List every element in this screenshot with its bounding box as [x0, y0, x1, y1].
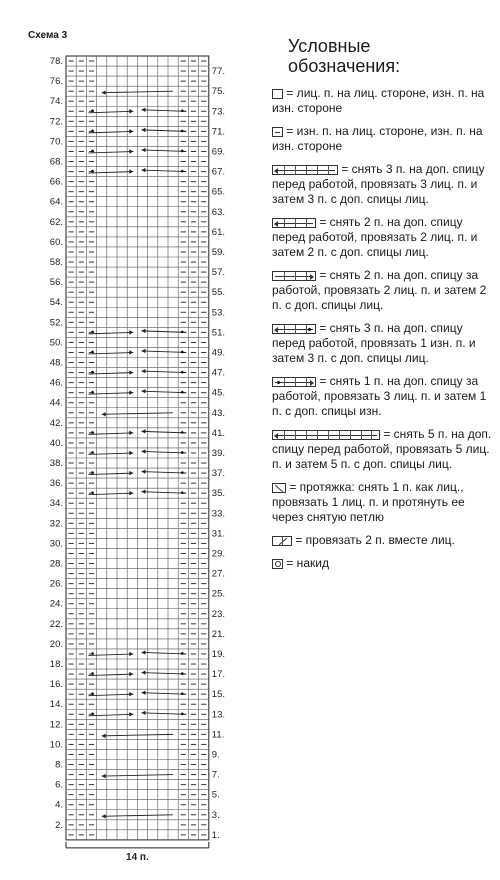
row-label-right: 5. — [211, 789, 220, 801]
cable-purl-dot — [181, 170, 184, 173]
row-label-left: 4. — [55, 799, 63, 811]
row-label-left: 34. — [49, 498, 63, 510]
cable-purl-dot — [91, 170, 94, 173]
legend-item-yarn-over — [272, 556, 494, 571]
row-label-right: 71. — [211, 126, 226, 138]
cable-purl-dot — [91, 471, 94, 474]
row-label-right: 69. — [211, 146, 226, 158]
legend-text: = снять 2 п. на доп. спицу перед работой, провязать 2 лиц. п. и затем 2 п. с доп. спицы лиц. — [272, 215, 478, 259]
legend-title-line1: Условные — [288, 36, 371, 56]
cable-purl-dot — [181, 351, 184, 354]
cable-purl-dot — [181, 451, 184, 454]
cable-3-left-purl-icon — [272, 324, 316, 334]
row-label-right: 55. — [211, 287, 226, 299]
row-label-left: 76. — [49, 76, 63, 88]
row-label-left: 26. — [49, 578, 63, 590]
row-label-left: 48. — [49, 357, 63, 369]
legend-item-cable-1-right-purl — [272, 374, 494, 419]
row-label-right: 75. — [211, 86, 226, 98]
row-label-left: 16. — [49, 679, 63, 691]
row-label-right: 61. — [211, 226, 226, 238]
legend-text: = снять 1 п. на доп. спицу за работой, провязать 3 лиц. п. и затем 1 п. с доп. спицы изн. — [272, 374, 487, 418]
cable-purl-dot — [91, 652, 94, 655]
row-label-left: 44. — [49, 397, 63, 409]
cable-purl-dot — [91, 331, 94, 334]
legend-text: = снять 3 п. на доп. спицу перед работой, провязать 1 изн. п. и затем 3 п. с доп. спицы лиц. — [272, 321, 476, 365]
row-label-left: 56. — [49, 277, 63, 289]
row-label-right: 33. — [211, 508, 226, 520]
cable-purl-dot — [91, 391, 94, 394]
legend-item-purl — [272, 124, 494, 154]
row-label-left: 2. — [55, 819, 63, 831]
row-label-left: 54. — [49, 297, 63, 309]
row-label-right: 19. — [211, 648, 226, 660]
row-label-left: 62. — [49, 216, 63, 228]
cable-purl-dot — [91, 672, 94, 675]
row-label-right: 7. — [211, 769, 220, 781]
row-label-right: 9. — [211, 749, 220, 761]
row-label-right: 45. — [211, 387, 226, 399]
legend-text: = изн. п. на лиц. стороне, изн. п. на изн. стороне — [272, 124, 483, 153]
cable-purl-dot — [181, 471, 184, 474]
row-label-right: 39. — [211, 447, 226, 459]
row-label-left: 66. — [49, 176, 63, 188]
row-label-right: 49. — [211, 347, 226, 359]
row-label-right: 35. — [211, 488, 226, 500]
row-label-left: 60. — [49, 236, 63, 248]
row-label-right: 73. — [211, 106, 226, 118]
legend-item-knit — [272, 86, 494, 116]
cable-purl-dot — [181, 652, 184, 655]
k2tog-icon — [272, 536, 292, 546]
legend-item-k2tog — [272, 533, 494, 548]
legend-text: = снять 3 п. на доп. спицу перед работой, провязать 3 лиц. п. и затем 3 п. с доп. спицы лиц. — [272, 162, 485, 206]
row-label-right: 63. — [211, 206, 226, 218]
legend-item-cable-2-right — [272, 268, 494, 313]
row-label-left: 14. — [49, 699, 63, 711]
ssk-icon — [272, 483, 286, 493]
row-label-right: 23. — [211, 608, 226, 620]
row-label-left: 36. — [49, 478, 63, 490]
row-label-left: 72. — [49, 116, 63, 128]
row-label-right: 43. — [211, 407, 226, 419]
legend-text: = снять 2 п. на доп. спицу за работой, провязать 2 лиц. п. и затем 2 п. с доп. спицы лиц. — [272, 268, 487, 312]
legend-text: = накид — [286, 556, 329, 570]
row-label-left: 64. — [49, 196, 63, 208]
row-label-left: 22. — [49, 618, 63, 630]
row-label-left: 18. — [49, 659, 63, 671]
row-label-right: 17. — [211, 669, 226, 681]
row-label-right: 27. — [211, 568, 226, 580]
row-label-left: 38. — [49, 458, 63, 470]
cable-purl-dot — [181, 130, 184, 133]
cable-purl-dot — [181, 109, 184, 112]
cable-2-right-icon — [272, 271, 316, 281]
cable-purl-dot — [181, 431, 184, 434]
row-label-right: 67. — [211, 166, 226, 178]
row-label-left: 68. — [49, 156, 63, 168]
cable-purl-dot — [91, 130, 94, 133]
legend — [272, 36, 494, 579]
row-label-left: 30. — [49, 538, 63, 550]
width-label: 14 п. — [126, 851, 149, 863]
row-label-left: 40. — [49, 437, 63, 449]
row-label-left: 50. — [49, 337, 63, 349]
yarn-over-icon — [272, 559, 283, 569]
row-label-right: 1. — [211, 829, 220, 841]
purl-dash-icon — [272, 127, 283, 137]
cable-purl-dot — [181, 491, 184, 494]
legend-text: = протяжка: снять 1 п. как лиц., провязать 1 лиц. п. и протянуть ее через снятую петлю — [272, 480, 465, 524]
row-label-right: 41. — [211, 427, 226, 439]
cable-purl-dot — [181, 712, 184, 715]
row-label-right: 13. — [211, 709, 226, 721]
cable-purl-dot — [91, 692, 94, 695]
cable-purl-dot — [91, 712, 94, 715]
cable-purl-dot — [181, 692, 184, 695]
cable-purl-dot — [181, 391, 184, 394]
row-label-right: 53. — [211, 307, 226, 319]
legend-item-cable-3-left-purl — [272, 321, 494, 366]
row-label-right: 31. — [211, 528, 226, 540]
row-label-left: 6. — [55, 779, 63, 791]
row-label-right: 29. — [211, 548, 226, 560]
row-label-left: 58. — [49, 257, 63, 269]
legend-text: = лиц. п. на лиц. стороне, изн. п. на изн. стороне — [272, 86, 485, 115]
row-label-right: 25. — [211, 588, 226, 600]
cable-purl-dot — [91, 150, 94, 153]
cable-5-left-icon — [272, 430, 380, 440]
legend-text: = снять 5 п. на доп. спицу перед работой, провязать 5 лиц. п. и затем 5 п. с доп. спицы лиц. — [272, 427, 492, 471]
legend-title — [288, 36, 494, 76]
row-label-right: 11. — [211, 729, 225, 741]
cable-purl-dot — [181, 672, 184, 675]
legend-item-cable-2-left — [272, 215, 494, 260]
row-label-left: 46. — [49, 377, 63, 389]
row-label-right: 21. — [211, 628, 226, 640]
row-label-right: 47. — [211, 367, 226, 379]
cable-purl-dot — [181, 371, 184, 374]
row-label-left: 70. — [49, 136, 63, 148]
cable-purl-dot — [91, 451, 94, 454]
row-label-left: 74. — [49, 96, 63, 108]
row-label-left: 32. — [49, 518, 63, 530]
row-label-left: 52. — [49, 317, 63, 329]
row-label-left: 10. — [49, 739, 63, 751]
row-label-left: 20. — [49, 638, 63, 650]
row-label-left: 78. — [49, 56, 63, 68]
row-label-left: 42. — [49, 417, 63, 429]
row-label-right: 59. — [211, 246, 226, 258]
row-label-right: 57. — [211, 267, 226, 279]
legend-text: = провязать 2 п. вместе лиц. — [295, 533, 455, 547]
row-label-right: 77. — [211, 66, 226, 78]
row-label-right: 65. — [211, 186, 226, 198]
row-label-right: 3. — [211, 809, 220, 821]
chart-title: Схема 3 — [28, 30, 68, 41]
cable-purl-dot — [91, 491, 94, 494]
cable-purl-dot — [91, 371, 94, 374]
legend-title-line2: обозначения: — [288, 56, 401, 76]
legend-item-cable-5-left — [272, 427, 494, 472]
row-label-right: 15. — [211, 689, 226, 701]
cable-purl-dot — [91, 431, 94, 434]
legend-item-cable-3-left — [272, 162, 494, 207]
cable-1-right-purl-icon — [272, 377, 316, 387]
cable-purl-dot — [91, 109, 94, 112]
row-label-right: 37. — [211, 468, 226, 480]
cable-3-left-icon — [272, 165, 338, 175]
row-label-left: 8. — [55, 759, 63, 771]
row-label-right: 51. — [211, 327, 226, 339]
legend-item-ssk — [272, 480, 494, 525]
cable-2-left-icon — [272, 218, 316, 228]
row-label-left: 24. — [49, 598, 63, 610]
cable-purl-dot — [91, 351, 94, 354]
row-label-left: 28. — [49, 558, 63, 570]
cable-purl-dot — [181, 331, 184, 334]
cable-purl-dot — [181, 150, 184, 153]
row-label-left: 12. — [49, 719, 63, 731]
knit-square-icon — [272, 89, 283, 99]
